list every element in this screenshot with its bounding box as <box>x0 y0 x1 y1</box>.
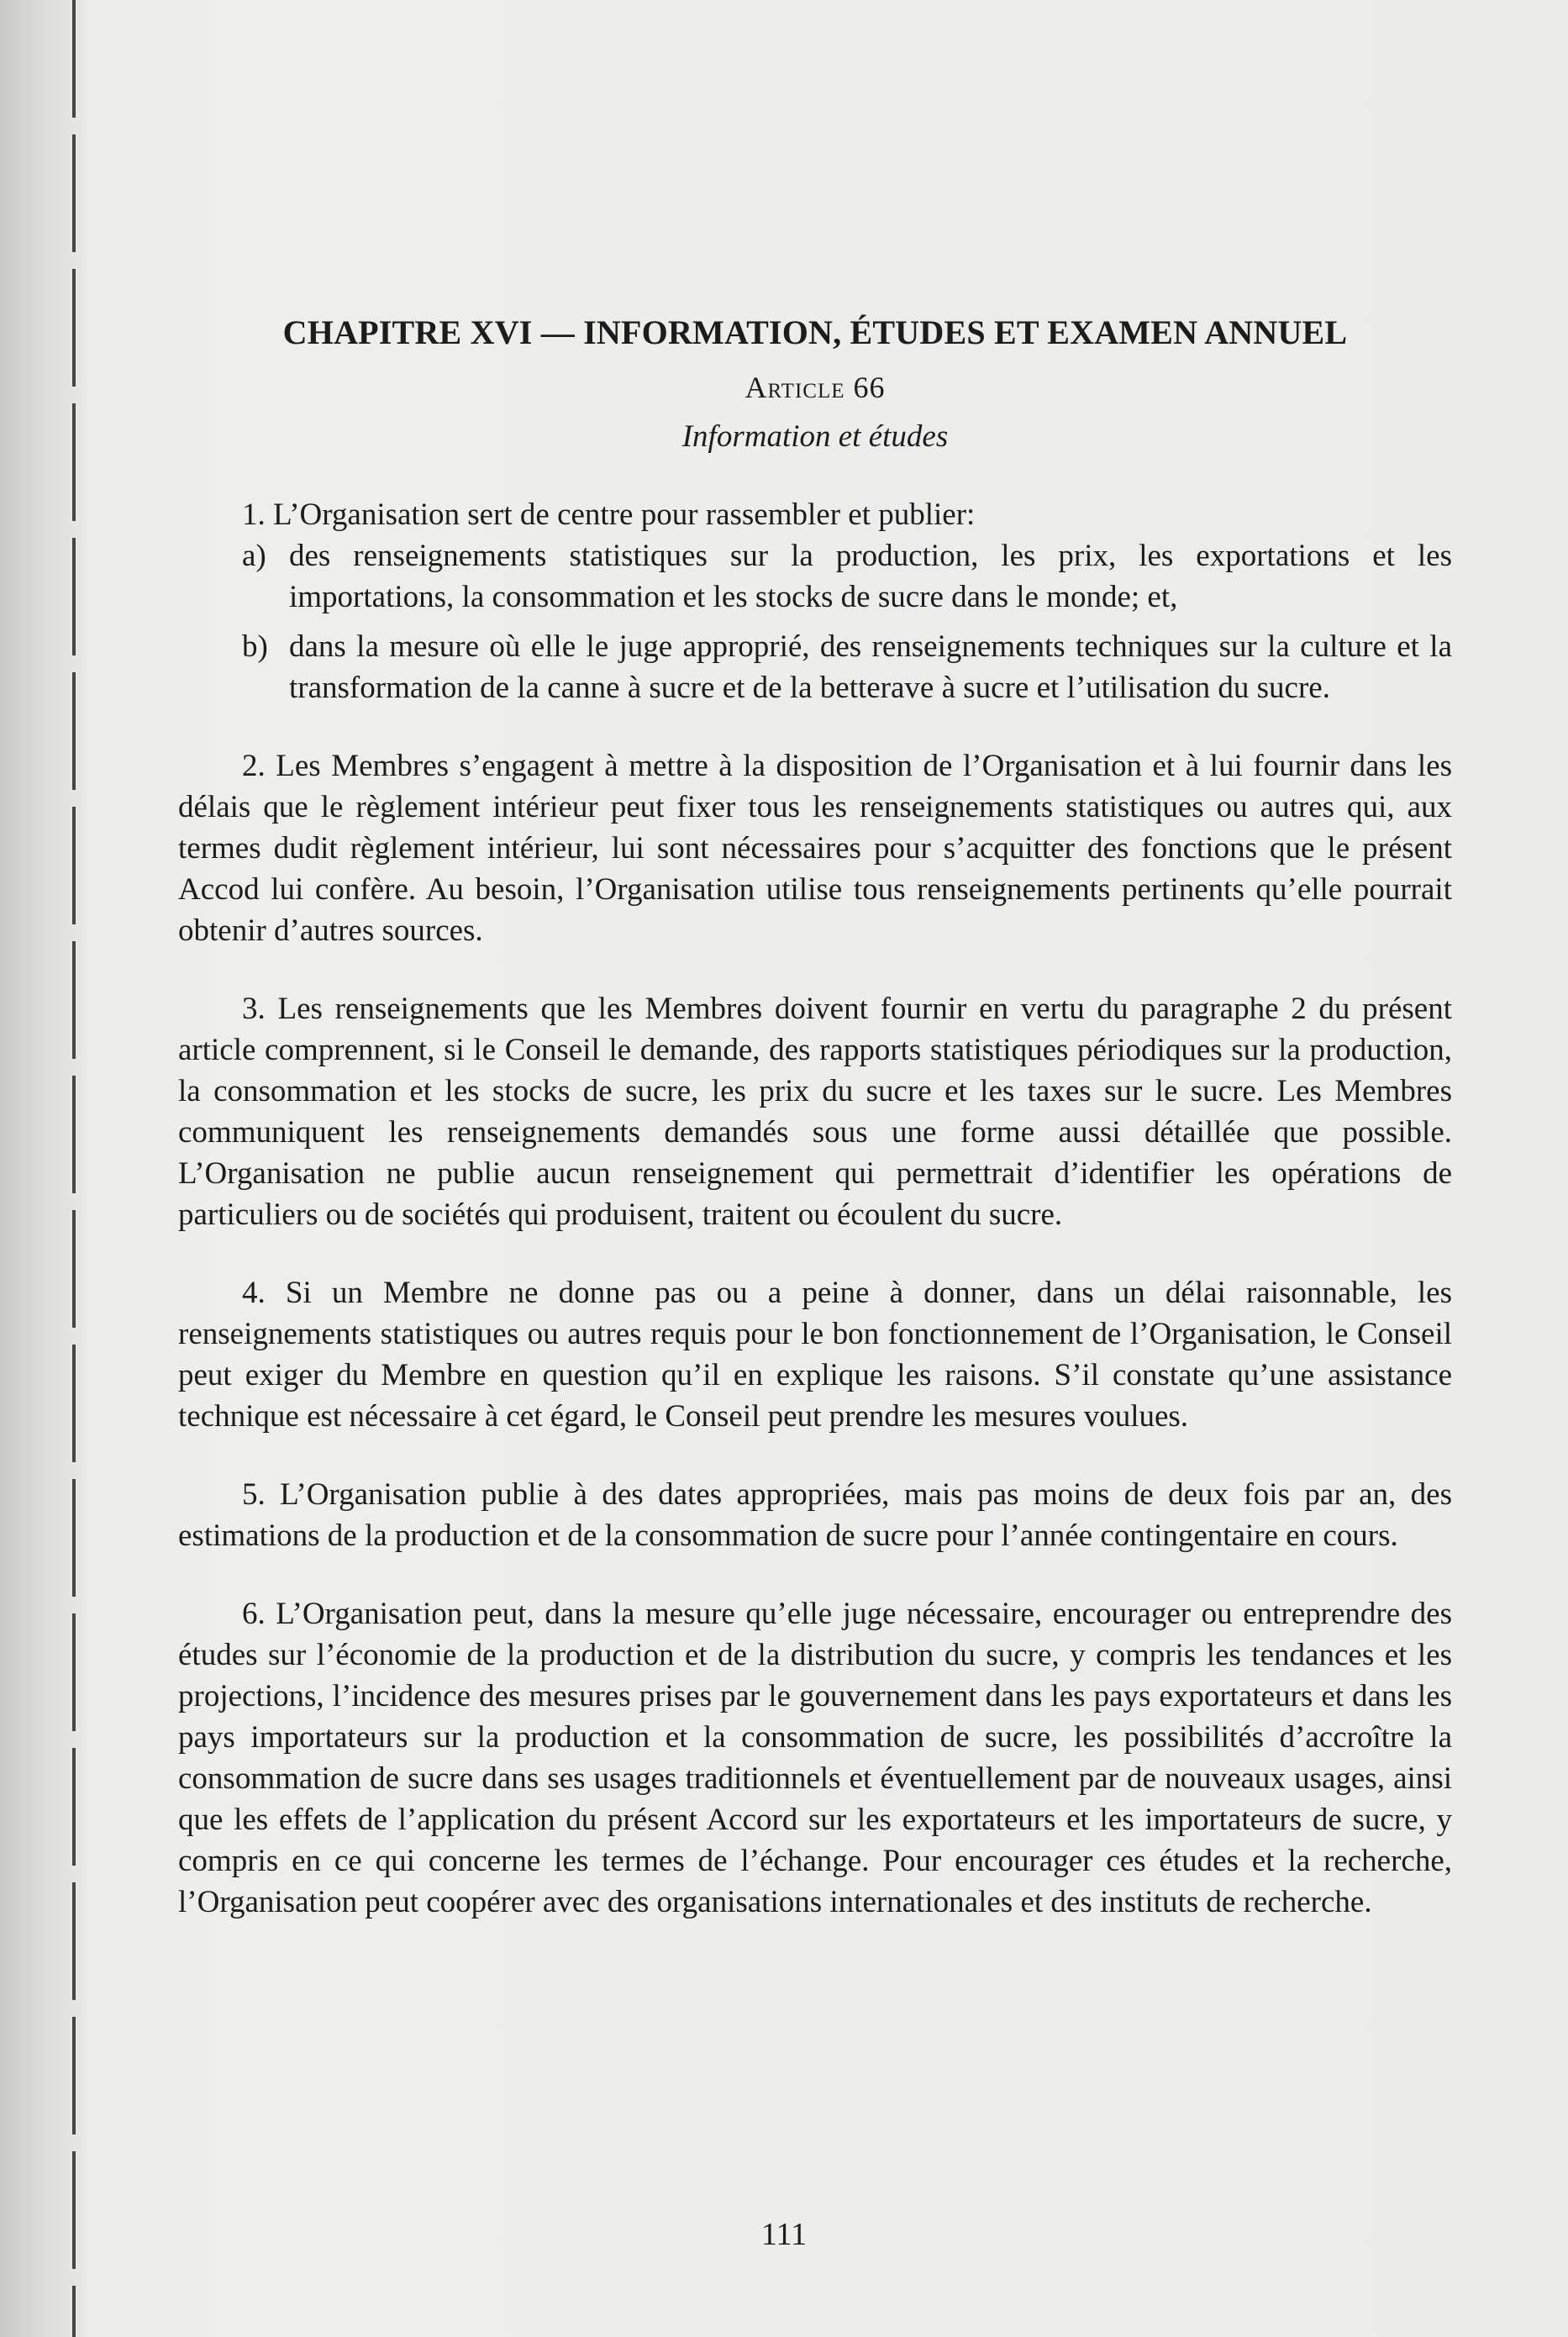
paragraph-1-intro: 1. L’Organisation sert de centre pour rassembler et publier: <box>242 497 976 532</box>
paragraph-3: 3. Les renseignements que les Membres doivent fournir en vertu du paragraphe 2 du présent article comprennent, si le Conseil le demande, des rapports statistiques périodiques sur la production, la consommation et les stocks de sucre, les prix du sucre et les taxes sur le sucre. Les Membres communiquent les renseignements demandés sous une forme aussi détaillée que possible. L’Organisation ne publie aucun renseignement qui permettrait d’identifier les opérations de particuliers ou de sociétés qui produisent, traitent ou écoulent du sucre. <box>178 992 1452 1232</box>
page-content <box>178 311 1452 1923</box>
paragraph-1-list <box>178 535 1452 708</box>
paragraph-6: 6. L’Organisation peut, dans la mesure qu’elle juge nécessaire, encourager ou entreprendre des études sur l’économie de la production et de la distribution du sucre, y compris les tendances et les projections, l’incidence des mesures prises par le gouvernement dans les pays exportateurs et dans les pays importateurs sur la production et la consommation de sucre, les possibilités d’accroître la consommation de sucre dans ses usages traditionnels et éventuellement par de nouveaux usages, ainsi que les effets de l’application du présent Accord sur les exportateurs et les importateurs de sucre, y compris en ce qui concerne les termes de l’échange. Pour encourager ces études et la recherche, l’Organisation peut coopérer avec des organisations internationales et des instituts de recherche. <box>178 1597 1452 1919</box>
binding-edge-line <box>72 0 76 2337</box>
list-text-a: des renseignements statistiques sur la production, les prix, les exportations et les importations, la consommation et les stocks de sucre dans le monde; et, <box>289 539 1452 614</box>
page-binding-shadow <box>0 0 84 2337</box>
list-item-b <box>178 626 1452 708</box>
page-number: 111 <box>760 2217 808 2252</box>
list-marker-b: b) <box>242 629 268 664</box>
list-text-b: dans la mesure où elle le juge approprié, des renseignements techniques sur la culture et la transformation de la canne à sucre et de la betterave à sucre et l’utilisation du sucre. <box>289 629 1452 705</box>
article-number: Article 66 <box>745 371 886 404</box>
chapter-title: CHAPITRE XVI — INFORMATION, ÉTUDES ET EXAMEN ANNUEL <box>282 313 1348 351</box>
paragraph-4: 4. Si un Membre ne donne pas ou a peine à donner, dans un délai raisonnable, les renseignements statistiques ou autres requis pour le bon fonctionnement de l’Organisation, le Conseil peut exiger du Membre en question qu’il en explique les raisons. S’il constate qu’une assistance technique est nécessaire à cet égard, le Conseil peut prendre les mesures voulues. <box>178 1276 1452 1434</box>
list-item-a <box>178 535 1452 618</box>
paragraph-5: 5. L’Organisation publie à des dates appropriées, mais pas moins de deux fois par an, des estimations de la production et de la consommation de sucre pour l’année contingentaire en cours. <box>178 1477 1452 1553</box>
paragraph-2: 2. Les Membres s’engagent à mettre à la disposition de l’Organisation et à lui fournir dans les délais que le règlement intérieur peut fixer tous les renseignements statistiques ou autres qui, aux termes dudit règlement intérieur, lui sont nécessaires pour s’acquitter des fonctions que le présent Accod lui confère. Au besoin, l’Organisation utilise tous renseignements pertinents qu’elle pourrait obtenir d’autres sources. <box>178 749 1452 948</box>
article-title: Information et études <box>681 419 949 454</box>
list-marker-a: a) <box>242 539 266 573</box>
